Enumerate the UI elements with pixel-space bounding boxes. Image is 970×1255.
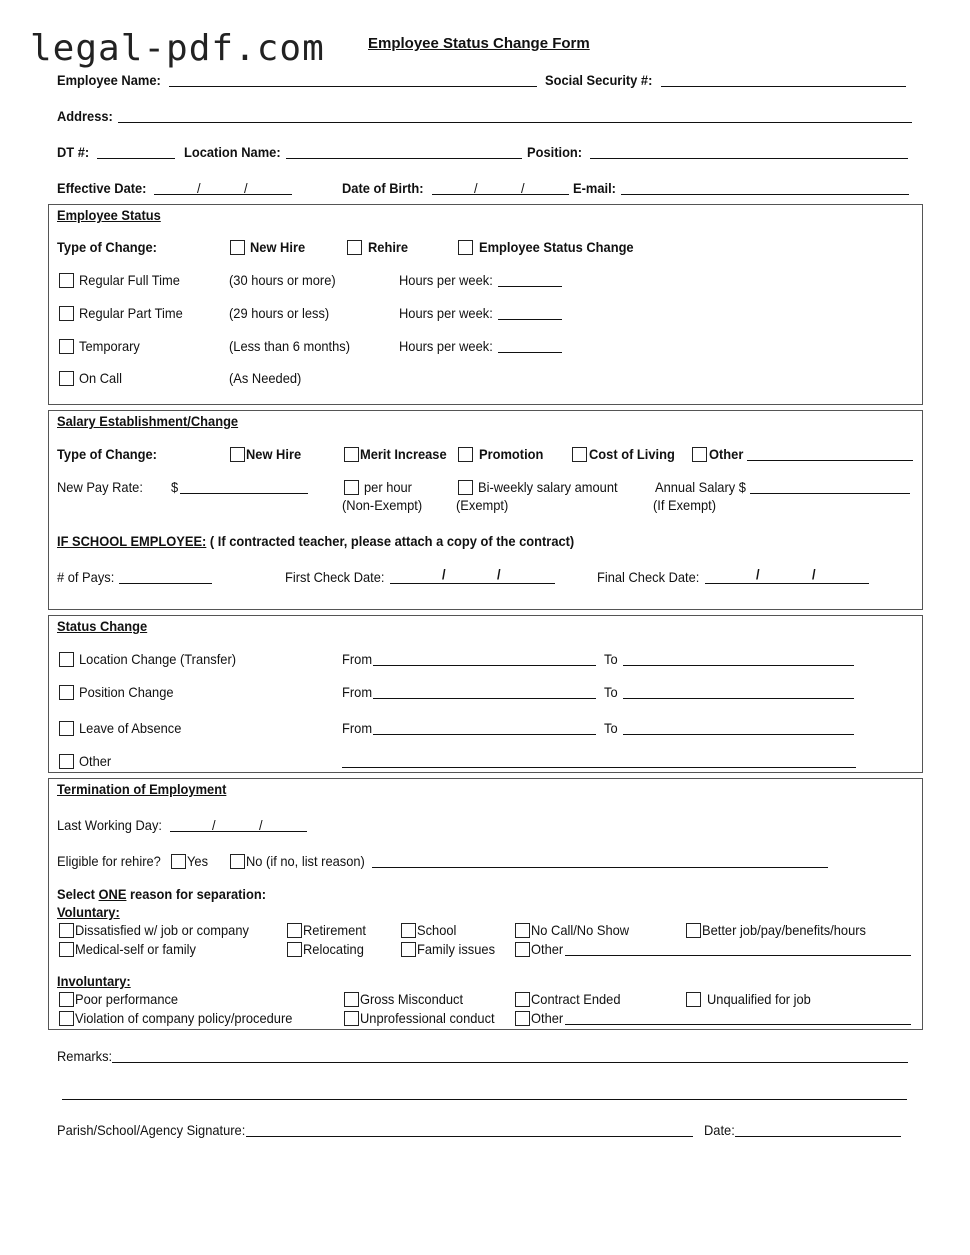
salary-other-field[interactable] — [747, 460, 913, 461]
first-check-field[interactable] — [390, 583, 555, 584]
last-working-day-label: Last Working Day: — [57, 817, 162, 833]
to-label: To — [604, 720, 618, 736]
invol-reason-label: Poor performance — [75, 991, 179, 1007]
from-label: From — [342, 651, 373, 667]
ssn-label: Social Security #: — [545, 72, 653, 88]
vol-school-checkbox[interactable] — [401, 923, 416, 938]
from-field[interactable] — [373, 698, 596, 699]
promotion-checkbox[interactable] — [458, 447, 473, 462]
regular-part-time-checkbox[interactable] — [59, 306, 74, 321]
per-hour-label: per hour — [364, 479, 412, 495]
status-type-label: Regular Part Time — [79, 305, 183, 321]
vol-no-call-checkbox[interactable] — [515, 923, 530, 938]
date-slash: / — [212, 817, 216, 833]
invol-reason-label: Unqualified for job — [707, 991, 811, 1007]
biweekly-label: Bi-weekly salary amount — [478, 479, 618, 495]
salary-new-hire-label: New Hire — [246, 446, 302, 462]
rehire-no-checkbox[interactable] — [230, 854, 245, 869]
address-field[interactable] — [118, 122, 912, 123]
select-reason-label — [57, 886, 266, 902]
date-slash: / — [197, 180, 201, 196]
select-reason-one: ONE — [98, 886, 127, 902]
status-other-label: Other — [79, 753, 112, 769]
dob-field[interactable] — [432, 194, 569, 195]
location-change-label: Location Change (Transfer) — [79, 651, 237, 667]
effective-date-field[interactable] — [154, 194, 292, 195]
status-type-note: (Less than 6 months) — [229, 338, 350, 354]
location-name-label: Location Name: — [184, 144, 281, 160]
vol-medical-checkbox[interactable] — [59, 942, 74, 957]
invol-reason-label: Contract Ended — [531, 991, 621, 1007]
cost-of-living-checkbox[interactable] — [572, 447, 587, 462]
rehire-yes-label: Yes — [187, 853, 209, 869]
status-type-note: (29 hours or less) — [229, 305, 330, 321]
hours-per-week-field[interactable] — [498, 319, 562, 320]
merit-increase-label: Merit Increase — [360, 446, 447, 462]
from-field[interactable] — [373, 665, 596, 666]
rehire-label: Rehire — [368, 239, 409, 255]
dt-label: DT #: — [57, 144, 90, 160]
last-working-day-field[interactable] — [170, 831, 307, 832]
merit-increase-checkbox[interactable] — [344, 447, 359, 462]
vol-reason-label: Other — [531, 941, 564, 957]
to-field[interactable] — [623, 698, 854, 699]
type-of-change-label: Type of Change: — [57, 239, 157, 255]
date-slash: / — [474, 180, 478, 196]
remarks-field[interactable] — [112, 1062, 908, 1063]
invol-other-field[interactable] — [565, 1024, 911, 1025]
annual-salary-label: Annual Salary $ — [655, 479, 746, 495]
ssn-field[interactable] — [661, 86, 906, 87]
to-label: To — [604, 651, 618, 667]
date-slash: / — [497, 566, 501, 582]
vol-better-job-checkbox[interactable] — [686, 923, 701, 938]
date-slash: / — [244, 180, 248, 196]
num-pays-field[interactable] — [119, 583, 212, 584]
vol-reason-label: Relocating — [303, 941, 364, 957]
position-field[interactable] — [590, 158, 908, 159]
status-other-checkbox[interactable] — [59, 754, 74, 769]
form-title: Employee Status Change Form — [368, 35, 590, 52]
school-employee-line — [57, 533, 574, 549]
vol-reason-label: Retirement — [303, 922, 366, 938]
eligible-rehire-label: Eligible for rehire? — [57, 853, 161, 869]
num-pays-label: # of Pays: — [57, 569, 115, 585]
vol-dissatisfied-checkbox[interactable] — [59, 923, 74, 938]
vol-retirement-checkbox[interactable] — [287, 923, 302, 938]
vol-other-checkbox[interactable] — [515, 942, 530, 957]
salary-other-checkbox[interactable] — [692, 447, 707, 462]
dt-field[interactable] — [97, 158, 175, 159]
effective-date-label: Effective Date: — [57, 180, 147, 196]
rehire-reason-field[interactable] — [372, 867, 828, 868]
rehire-no-label: No (if no, list reason) — [246, 853, 365, 869]
dob-label: Date of Birth: — [342, 180, 424, 196]
employee-status-change-label: Employee Status Change — [479, 239, 634, 255]
per-hour-checkbox[interactable] — [344, 480, 359, 495]
invol-violation-checkbox[interactable] — [59, 1011, 74, 1026]
from-field[interactable] — [373, 734, 596, 735]
invol-unprofessional-checkbox[interactable] — [344, 1011, 359, 1026]
vol-reason-label: Family issues — [417, 941, 496, 957]
signature-label: Parish/School/Agency Signature: — [57, 1122, 246, 1138]
vol-reason-label: No Call/No Show — [531, 922, 630, 938]
hours-per-week-label: Hours per week: — [399, 338, 493, 354]
on-call-checkbox[interactable] — [59, 371, 74, 386]
invol-poor-performance-checkbox[interactable] — [59, 992, 74, 1007]
final-check-field[interactable] — [705, 583, 869, 584]
from-label: From — [342, 684, 373, 700]
vol-reason-label: Medical-self or family — [75, 941, 196, 957]
promotion-label: Promotion — [479, 446, 544, 462]
remarks-label: Remarks: — [57, 1048, 113, 1064]
final-check-label: Final Check Date: — [597, 569, 700, 585]
involuntary-heading: Involuntary: — [57, 973, 131, 989]
salary-type-label: Type of Change: — [57, 446, 157, 462]
voluntary-heading: Voluntary: — [57, 904, 120, 920]
date-slash: / — [259, 817, 263, 833]
employee-status-change-checkbox[interactable] — [458, 240, 473, 255]
remarks-field-line2[interactable] — [62, 1099, 907, 1100]
invol-gross-misconduct-checkbox[interactable] — [344, 992, 359, 1007]
status-change-heading: Status Change — [57, 618, 148, 634]
non-exempt-label: (Non-Exempt) — [342, 497, 423, 513]
rehire-yes-checkbox[interactable] — [171, 854, 186, 869]
leave-of-absence-label: Leave of Absence — [79, 720, 182, 736]
from-label: From — [342, 720, 373, 736]
salary-other-label: Other — [709, 446, 744, 462]
date-slash: / — [442, 566, 446, 582]
biweekly-checkbox[interactable] — [458, 480, 473, 495]
address-label: Address: — [57, 108, 113, 124]
signature-field[interactable] — [246, 1136, 693, 1137]
date-label: Date: — [704, 1122, 735, 1138]
salary-heading: Salary Establishment/Change — [57, 413, 239, 429]
hours-per-week-field[interactable] — [498, 352, 562, 353]
invol-contract-ended-checkbox[interactable] — [515, 992, 530, 1007]
status-type-label: Regular Full Time — [79, 272, 180, 288]
cost-of-living-label: Cost of Living — [589, 446, 675, 462]
regular-full-time-checkbox[interactable] — [59, 273, 74, 288]
dollar-sign: $ — [171, 479, 179, 495]
rehire-checkbox[interactable] — [347, 240, 362, 255]
vol-other-field[interactable] — [565, 955, 911, 956]
site-logo: legal-pdf.com — [30, 28, 325, 69]
new-pay-rate-label: New Pay Rate: — [57, 479, 143, 495]
annual-salary-field[interactable] — [750, 493, 910, 494]
invol-unqualified-checkbox[interactable] — [686, 992, 701, 1007]
hours-per-week-field[interactable] — [498, 286, 562, 287]
to-field[interactable] — [623, 665, 854, 666]
vol-reason-label: Dissatisfied w/ job or company — [75, 922, 249, 938]
to-label: To — [604, 684, 618, 700]
salary-new-hire-checkbox[interactable] — [230, 447, 245, 462]
invol-reason-label: Gross Misconduct — [360, 991, 464, 1007]
vol-family-checkbox[interactable] — [401, 942, 416, 957]
vol-relocating-checkbox[interactable] — [287, 942, 302, 957]
invol-reason-label: Violation of company policy/procedure — [75, 1010, 293, 1026]
if-exempt-label: (If Exempt) — [653, 497, 716, 513]
position-change-label: Position Change — [79, 684, 174, 700]
first-check-label: First Check Date: — [285, 569, 385, 585]
select-reason-b: reason for separation: — [126, 886, 267, 902]
school-employee-label: IF SCHOOL EMPLOYEE: — [57, 533, 207, 549]
termination-heading: Termination of Employment — [57, 781, 227, 797]
leave-of-absence-checkbox[interactable] — [59, 721, 74, 736]
new-hire-label: New Hire — [250, 239, 306, 255]
date-slash: / — [756, 566, 760, 582]
position-label: Position: — [527, 144, 583, 160]
select-reason-a: Select — [57, 886, 99, 902]
new-pay-rate-field[interactable] — [180, 493, 308, 494]
date-slash: / — [812, 566, 816, 582]
school-employee-note: ( If contracted teacher, please attach a copy of the contract) — [206, 533, 575, 549]
status-type-note: (As Needed) — [229, 370, 302, 386]
employee-name-field[interactable] — [169, 86, 537, 87]
status-type-label: On Call — [79, 370, 122, 386]
status-type-label: Temporary — [79, 338, 140, 354]
status-type-note: (30 hours or more) — [229, 272, 336, 288]
employee-name-label: Employee Name: — [57, 72, 161, 88]
location-name-field[interactable] — [286, 158, 522, 159]
invol-reason-label: Unprofessional conduct — [360, 1010, 495, 1026]
status-other-field[interactable] — [342, 767, 856, 768]
new-hire-checkbox[interactable] — [230, 240, 245, 255]
to-field[interactable] — [623, 734, 854, 735]
position-change-checkbox[interactable] — [59, 685, 74, 700]
vol-reason-label: Better job/pay/benefits/hours — [702, 922, 866, 938]
hours-per-week-label: Hours per week: — [399, 272, 493, 288]
date-field[interactable] — [735, 1136, 901, 1137]
email-label: E-mail: — [573, 180, 616, 196]
location-change-checkbox[interactable] — [59, 652, 74, 667]
exempt-label: (Exempt) — [456, 497, 509, 513]
invol-other-checkbox[interactable] — [515, 1011, 530, 1026]
hours-per-week-label: Hours per week: — [399, 305, 493, 321]
vol-reason-label: School — [417, 922, 457, 938]
employee-status-heading: Employee Status — [57, 207, 161, 223]
temporary-checkbox[interactable] — [59, 339, 74, 354]
email-field[interactable] — [621, 194, 909, 195]
date-slash: / — [521, 180, 525, 196]
invol-reason-label: Other — [531, 1010, 564, 1026]
status-change-section — [48, 615, 923, 773]
